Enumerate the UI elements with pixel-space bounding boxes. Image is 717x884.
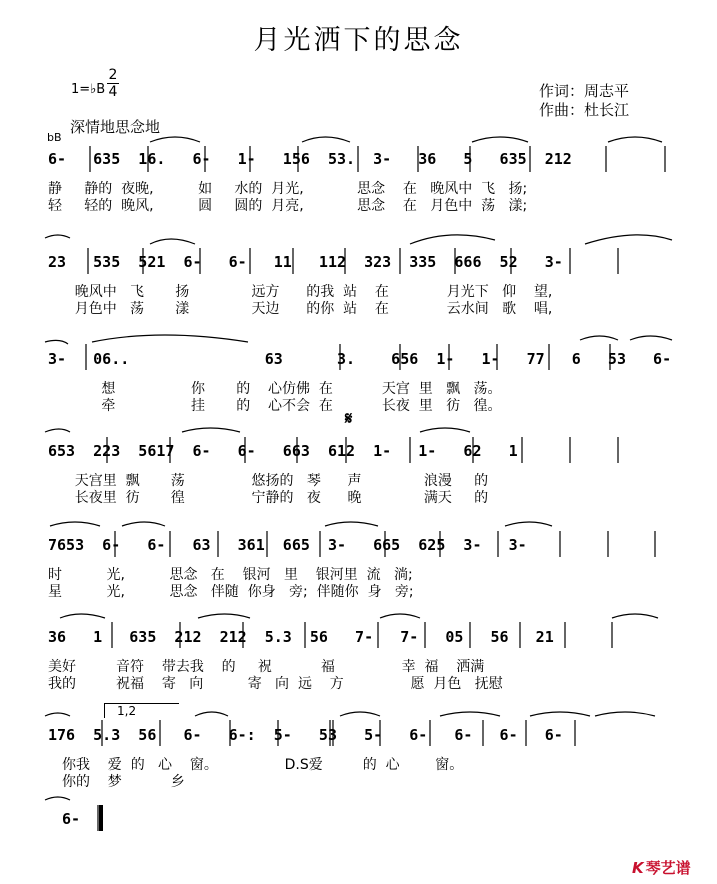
time-signature (107, 68, 119, 99)
notation-line: 6- 635 16. 6- 1- 156 53. 3- 36 5 635 212 (48, 150, 572, 168)
staff-6 (0, 628, 717, 738)
expression-marking: 深情地思念地 (70, 118, 161, 136)
lyrics-verse-2: 牵 挂 的 心不会 在 长夜 里 彷 徨。 (48, 398, 502, 414)
lyrics-verse-2: 月色中 荡 漾 天边 的你 站 在 云水间 歌 唱, (48, 301, 553, 317)
lyrics-verse-2: 你的 梦 乡 (62, 774, 185, 790)
lyrics-verse-2: 星 光, 思念 伴随 你身 旁; 伴随你 身 旁; (48, 584, 414, 600)
lyrics-verse-1: 美好 音符 带去我 的 祝 福 幸 福 洒满 (48, 659, 485, 675)
lyrics-verse-2: 长夜里 彷 徨 宁静的 夜 晚 满天 的 (48, 490, 489, 506)
composer-credit: 作曲：杜长江 (539, 101, 630, 119)
lyrics-verse-2: 轻 轻的 晚风, 圆 圆的 月亮, 思念 在 月色中 荡 漾; (48, 198, 528, 214)
logo-text: 琴艺谱 (645, 859, 691, 877)
site-logo (632, 857, 691, 878)
lyrics-verse-1: 你我 爱 的 心 窗。 D.S爱 的 心 窗。 (62, 757, 464, 773)
staff-1 (0, 150, 717, 260)
time-signature-bottom: 4 (108, 84, 118, 100)
time-signature-top: 2 (108, 67, 118, 83)
staff-8 (0, 810, 717, 884)
logo-icon: K (632, 859, 644, 877)
lyrics-verse-2: 我的 祝福 寄 向 寄 向 远 方 愿 月色 抚慰 (48, 676, 503, 692)
lyrics-verse-1: 时 光, 思念 在 银河 里 银河里 流 淌; (48, 567, 413, 583)
notation-line: 23 535 521 6- 6- 11 112 323 335 666 52 3- (48, 253, 563, 271)
notation-line: 6- (62, 810, 81, 828)
key-signature: 1=♭B (71, 82, 106, 97)
notation-line: 3- 06.. 63 3. 656 1- 1- 77 6 53 6- (48, 350, 672, 368)
notation-line: 653 223 5617 6- 6- 663 612 1- 1- 62 1 (48, 442, 518, 460)
notation-line: 36 1 635 212 212 5.3 56 7- 7- 05 56 21 (48, 628, 554, 646)
notation-line: 176 5.3 56 6- 6-: 5- 53 5- 6- 6- 6- 6- (48, 726, 563, 744)
segno-sign: 𝄋 (345, 409, 353, 429)
lyricist-credit: 作词：周志平 (539, 82, 630, 100)
lyrics-verse-1: 天宫里 飘 荡 悠扬的 琴 声 浪漫 的 (48, 473, 489, 489)
lyrics-verse-1: 晚风中 飞 扬 远方 的我 站 在 月光下 仰 望, (48, 284, 553, 300)
volta-bracket: 1,2 (104, 703, 179, 718)
lyrics-verse-1: 想 你 的 心仿佛 在 天宫 里 飘 荡。 (48, 381, 502, 397)
key-mark: bB (47, 131, 62, 144)
notation-line: 7653 6- 6- 63 361 665 3- 665 625 3- 3- (48, 536, 527, 554)
staff-2 (0, 253, 717, 363)
song-title: 月光洒下的思念 (253, 25, 464, 56)
lyrics-verse-1: 静 静的 夜晚, 如 水的 月光, 思念 在 晚风中 飞 扬; (48, 181, 528, 197)
